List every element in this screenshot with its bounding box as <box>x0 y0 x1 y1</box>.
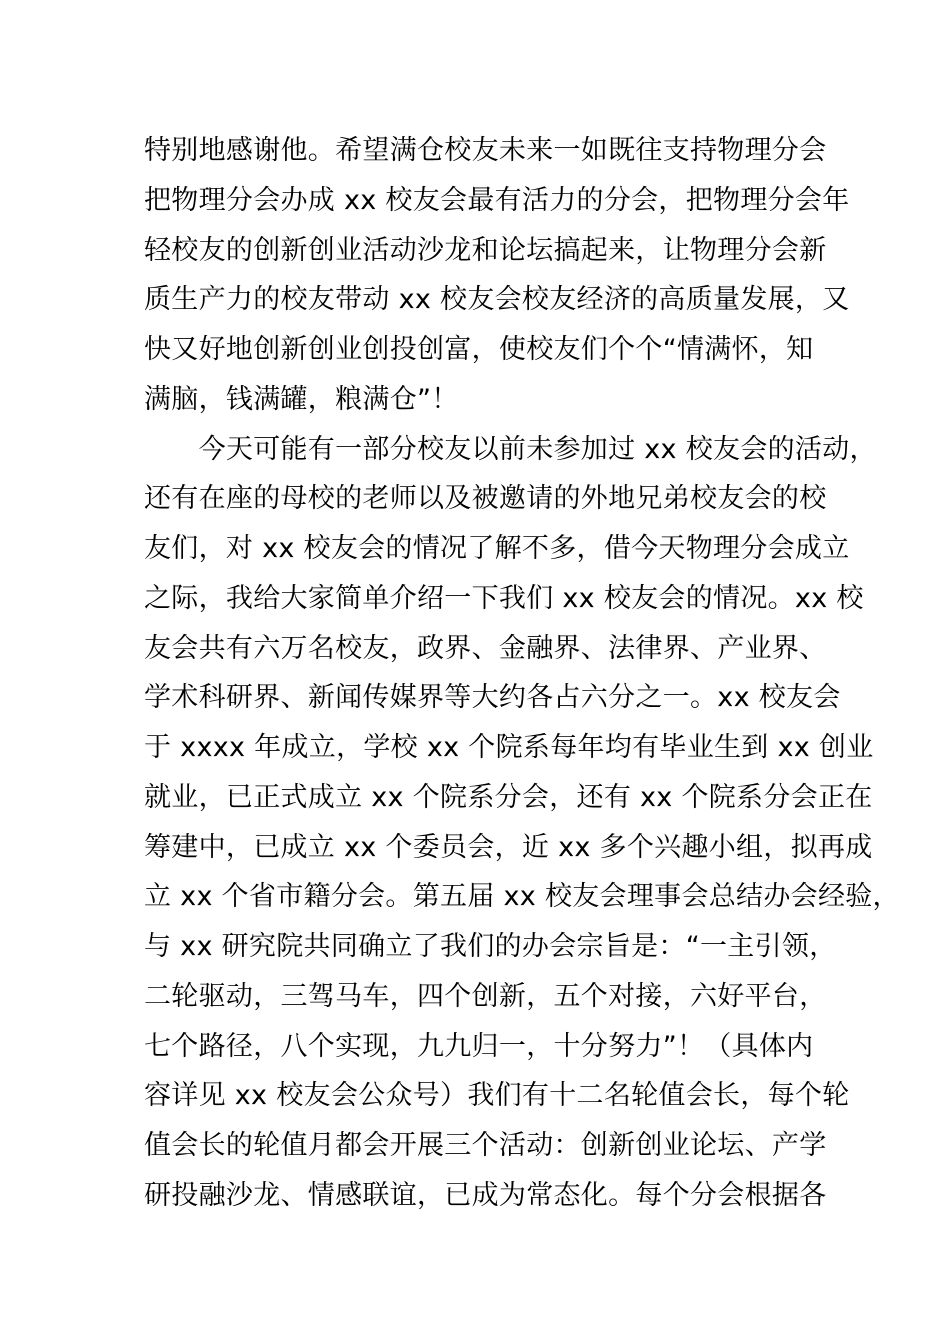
text-line: 就业，已正式成立 xx 个院系分会，还有 xx 个院系分会正在 <box>144 781 873 813</box>
text-line: 友会共有六万名校友，政界、金融界、法律界、产业界、 <box>144 632 827 664</box>
text-line: 友们，对 xx 校友会的情况了解不多，借今天物理分会成立 <box>144 533 850 564</box>
text-line: 轻校友的创新创业活动沙龙和论坛搞起来，让物理分会新 <box>144 234 827 266</box>
paragraph-2 <box>144 425 900 1221</box>
text-line: 还有在座的母校的老师以及被邀请的外地兄弟校友会的校 <box>144 483 827 515</box>
text-line: 七个路径，八个实现，九九归一，十分努力”！（具体内 <box>144 1030 814 1062</box>
text-line: 二轮驱动，三驾马车，四个创新，五个对接，六好平台， <box>144 980 827 1012</box>
text-line: 质生产力的校友带动 xx 校友会校友经济的高质量发展，又 <box>144 284 850 316</box>
text-line: 值会长的轮值月都会开展三个活动：创新创业论坛、产学 <box>144 1130 827 1161</box>
text-line: 立 xx 个省市籍分会。第五届 xx 校友会理事会总结办会经验， <box>144 881 900 913</box>
text-line: 容详见 xx 校友会公众号）我们有十二名轮值会长，每个轮 <box>144 1080 850 1112</box>
text-line: 与 xx 研究院共同确立了我们的办会宗旨是：“一主引领， <box>144 931 837 962</box>
text-line: 于 xxxx 年成立，学校 xx 个院系每年均有毕业生到 xx 创业 <box>144 732 874 763</box>
text-line: 之际，我给大家简单介绍一下我们 xx 校友会的情况。xx 校 <box>144 582 864 614</box>
text-line: 学术科研界、新闻传媒界等大约各占六分之一。xx 校友会 <box>144 682 841 714</box>
text-line: 快又好地创新创业创投创富，使校友们个个“情满怀，知 <box>144 334 814 365</box>
text-line: 把物理分会办成 xx 校友会最有活力的分会，把物理分会年 <box>144 184 850 216</box>
text-line: 研投融沙龙、情感联谊，已成为常态化。每个分会根据各 <box>144 1179 827 1211</box>
text-line: 满脑，钱满罐，粮满仓”！ <box>144 383 459 415</box>
paragraph-1 <box>144 126 850 425</box>
text-line: 今天可能有一部分校友以前未参加过 xx 校友会的活动， <box>144 433 877 465</box>
text-line: 筹建中，已成立 xx 个委员会，近 xx 多个兴趣小组，拟再成 <box>144 831 873 863</box>
body-text <box>144 126 900 1221</box>
text-line: 特别地感谢他。希望满仓校友未来一如既往支持物理分会 <box>144 135 827 166</box>
